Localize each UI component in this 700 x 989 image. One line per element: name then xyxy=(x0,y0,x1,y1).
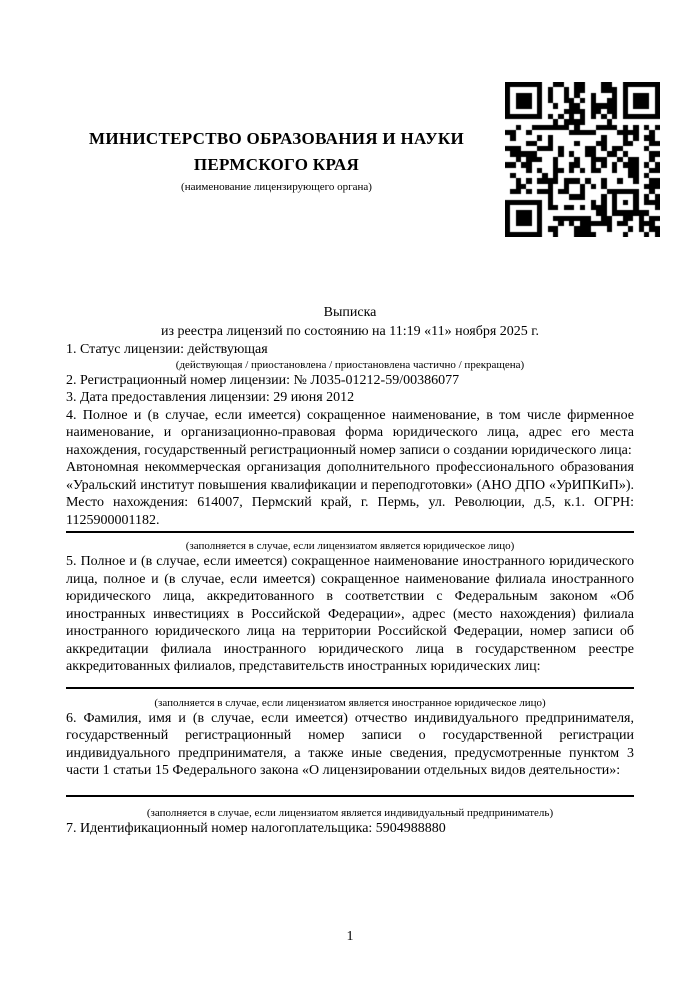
document-header xyxy=(0,0,700,237)
legal-entity-note: (заполняется в случае, если лицензиатом является юридическое лицо) xyxy=(185,540,515,552)
legal-entity-answer: Автономная некоммерческая организация дополнительного профессионального образования «Уральский институт повышения квалификации и переподготовки» (АНО ДПО «УрИПКиП»). Место нахождения: 614007, Пермский край, г. Пермь, ул. Революции, д.5, к.1. ОГРН: 1125900001182. xyxy=(66,460,634,528)
legal-entity-question: 4. Полное и (в случае, если имеется) сокращенное наименование, в том числе фирменное наименование, и организационно-правовая форма юридического лица, адрес его места нахождения, государственный регистрационный номер записи о создании юридического лица: xyxy=(66,407,634,458)
foreign-entity-note: (заполняется в случае, если лицензиатом является иностранное юридическое лицо) xyxy=(154,696,546,709)
extract-title-block xyxy=(0,303,700,341)
ministry-name-line1: МИНИСТЕРСТВО ОБРАЗОВАНИЯ И НАУКИ xyxy=(88,128,465,148)
document-body xyxy=(0,341,700,837)
entrepreneur-question: 6. Фамилия, имя и (в случае, если имеется) отчество индивидуального предпринимателя, государственный регистрационный номер записи о государственной регистрации индивидуального предпринимателя, а также иные сведения, предусмотренные пунктом 3 части 1 статьи 15 Федерального закона «О лицензировании отдельных видов деятельности»: xyxy=(66,710,634,778)
license-grant-date-line: 3. Дата предоставления лицензии: 29 июня 2012 xyxy=(66,390,355,405)
qr-code-icon xyxy=(505,82,660,237)
page-number: 1 xyxy=(346,929,354,944)
ministry-name-line2: ПЕРМСКОГО КРАЯ xyxy=(193,154,360,174)
ministry-header xyxy=(66,126,505,194)
extract-subtitle: из реестра лицензий по состоянию на 11:19 «11» ноября 2025 г. xyxy=(161,324,539,339)
foreign-entity-question: 5. Полное и (в случае, если имеется) сокращенное наименование иностранного юридического лица, полное и (в случае, если имеется) сокращенное наименование филиала иностранного юридического лица, аккредитованного в соответствии с Федеральным законом «Об иностранных инвестициях в Российской Федерации», адрес (место нахождения) филиала иностранного юридического лица на территории Российской Федерации, номер записи об аккредитации филиала иностранного юридического лица в государственном реестре аккредитованных филиалов, представительств иностранных юридических лиц: xyxy=(66,554,634,674)
licensing-authority-caption: (наименование лицензирующего органа) xyxy=(181,180,372,193)
foreign-entity-underline xyxy=(66,687,634,689)
entrepreneur-underline xyxy=(66,795,634,797)
entrepreneur-note: (заполняется в случае, если лицензиатом является индивидуальный предприниматель) xyxy=(146,806,554,819)
legal-entity-underline xyxy=(66,531,634,533)
license-status-line: 1. Статус лицензии: действующая xyxy=(66,342,268,357)
license-status-options-note: (действующая / приостановлена / приостановлена частично / прекращена) xyxy=(175,358,525,371)
license-reg-number-line: 2. Регистрационный номер лицензии: № Л035-01212-59/00386077 xyxy=(66,372,460,388)
extract-title: Выписка xyxy=(323,305,377,320)
taxpayer-id-line: 7. Идентификационный номер налогоплательщика: 5904988880 xyxy=(66,820,446,836)
